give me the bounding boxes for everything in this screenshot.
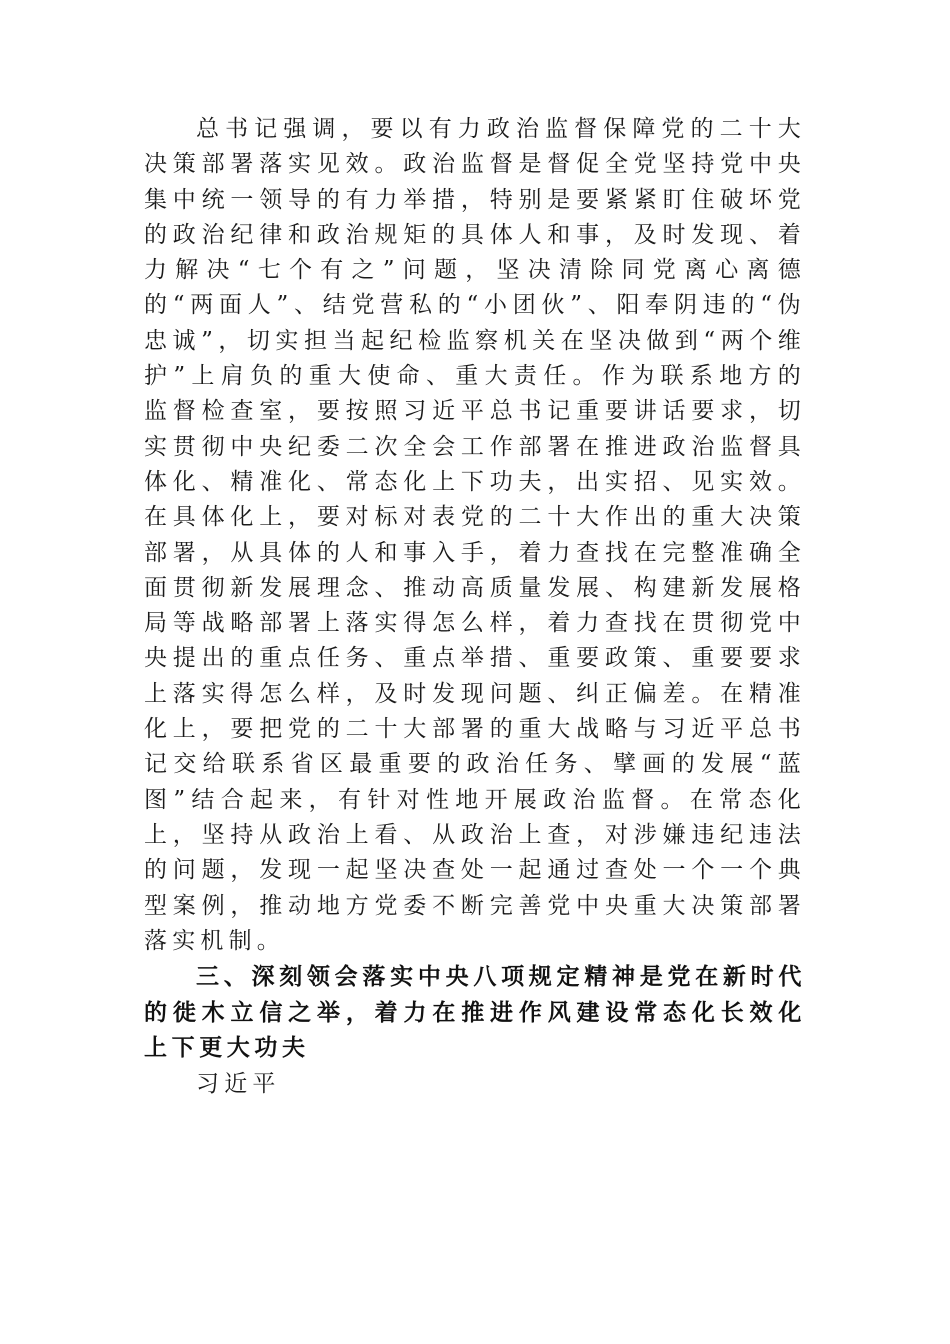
author-name: 习近平	[196, 1070, 281, 1097]
document-page	[144, 112, 806, 1102]
body-paragraph: 总书记强调，要以有力政治监督保障党的二十大决策部署落实见效。政治监督是督促全党坚持党中央集中统一领导的有力举措，特别是要紧紧盯住破坏党的政治纪律和政治规矩的具体人和事，及时发现、着力解决“七个有之”问题，坚决清除同党离心离德的“两面人”、结党营私的“小团伙”、阳奉阴违的“伪忠诚”，切实担当起纪检监察机关在坚决做到“两个维护”上肩负的重大使命、重大责任。作为联系地方的监督检查室，要按照习近平总书记重要讲话要求，切实贯彻中央纪委二次全会工作部署在推进政治监督具体化、精准化、常态化上下功夫，出实招、见实效。在具体化上，要对标对表党的二十大作出的重大决策部署，从具体的人和事入手，着力查找在完整准确全面贯彻新发展理念、推动高质量发展、构建新发展格局等战略部署上落实得怎么样，着力查找在贯彻党中央提出的重点任务、重点举措、重要政策、重要要求上落实得怎么样，及时发现问题、纠正偏差。在精准化上，要把党的二十大部署的重大战略与习近平总书记交给联系省区最重要的政治任务、擘画的发展“蓝图”结合起来，有针对性地开展政治监督。在常态化上，坚持从政治上看、从政治上查，对涉嫌违纪违法的问题，发现一起坚决查处一起通过查处一个一个典型案例，推动地方党委不断完善党中央重大决策部署落实机制。	[144, 116, 806, 954]
section-heading: 三、深刻领会落实中央八项规定精神是党在新时代的徙木立信之举，着力在推进作风建设常态化长效化上下更大功夫	[144, 964, 806, 1062]
